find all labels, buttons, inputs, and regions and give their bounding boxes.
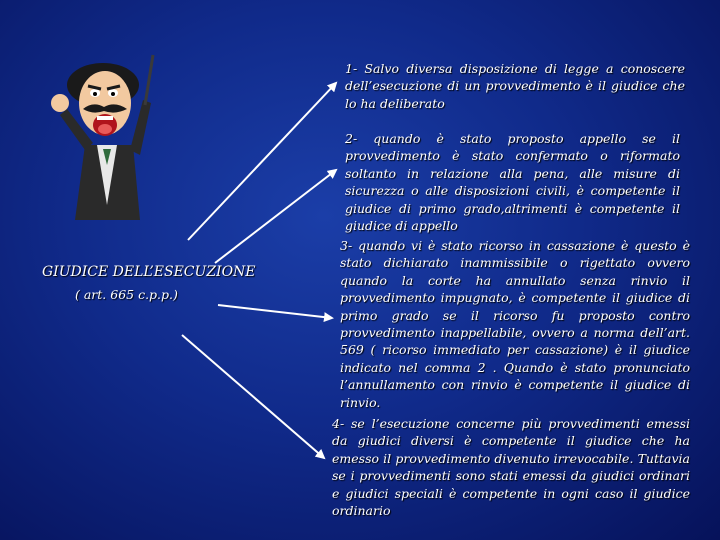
- point-3-text: 3- quando vi è stato ricorso in cassazione è questo è stato dichiarato inammissibile o rigettato ovvero quando la corte ha annullato senza rinvio il provvedimento impugnato, è competente il giudice di primo grado se il ricorso fu proposto contro provvedimento inappellabile, ovvero a norma dell’art. 569 ( ricorso immediato per cassazione) è il giudice indicato nel comma 2 . Quando è stato pronunciato l’annullamento con rinvio è competente il giudice di rinvio.: [340, 238, 690, 410]
- arrow-to-point-1: [188, 83, 336, 240]
- executing-judge-title: GIUDICE DELL’ESECUZIONE: [42, 264, 256, 280]
- point-4-text: 4- se l’esecuzione concerne più provvedimenti emessi da giudici diversi è competente il giudice che ha emesso il provvedimento divenuto irrevocabile. Tuttavia se i provvedimenti sono stati emessi da giudici ordinari e giudici speciali è competente in ogni caso il giudice ordinario: [332, 416, 690, 519]
- article-reference: ( art. 665 c.p.p.): [75, 287, 178, 302]
- arrow-to-point-3: [218, 305, 332, 318]
- arrow-to-point-2: [215, 170, 336, 263]
- arrow-to-point-4: [182, 335, 324, 458]
- point-1-text: 1- Salvo diversa disposizione di legge a conoscere dell’esecuzione di un provvedimento è il giudice che lo ha deliberato: [345, 61, 685, 111]
- point-2-text: 2- quando è stato proposto appello se il provvedimento è stato confermato o riformato soltanto in relazione alla pena, alle misure di sicurezza o alle disposizioni civili, è competente il giudice di primo grado,altrimenti è competente il giudice di appello: [345, 131, 680, 234]
